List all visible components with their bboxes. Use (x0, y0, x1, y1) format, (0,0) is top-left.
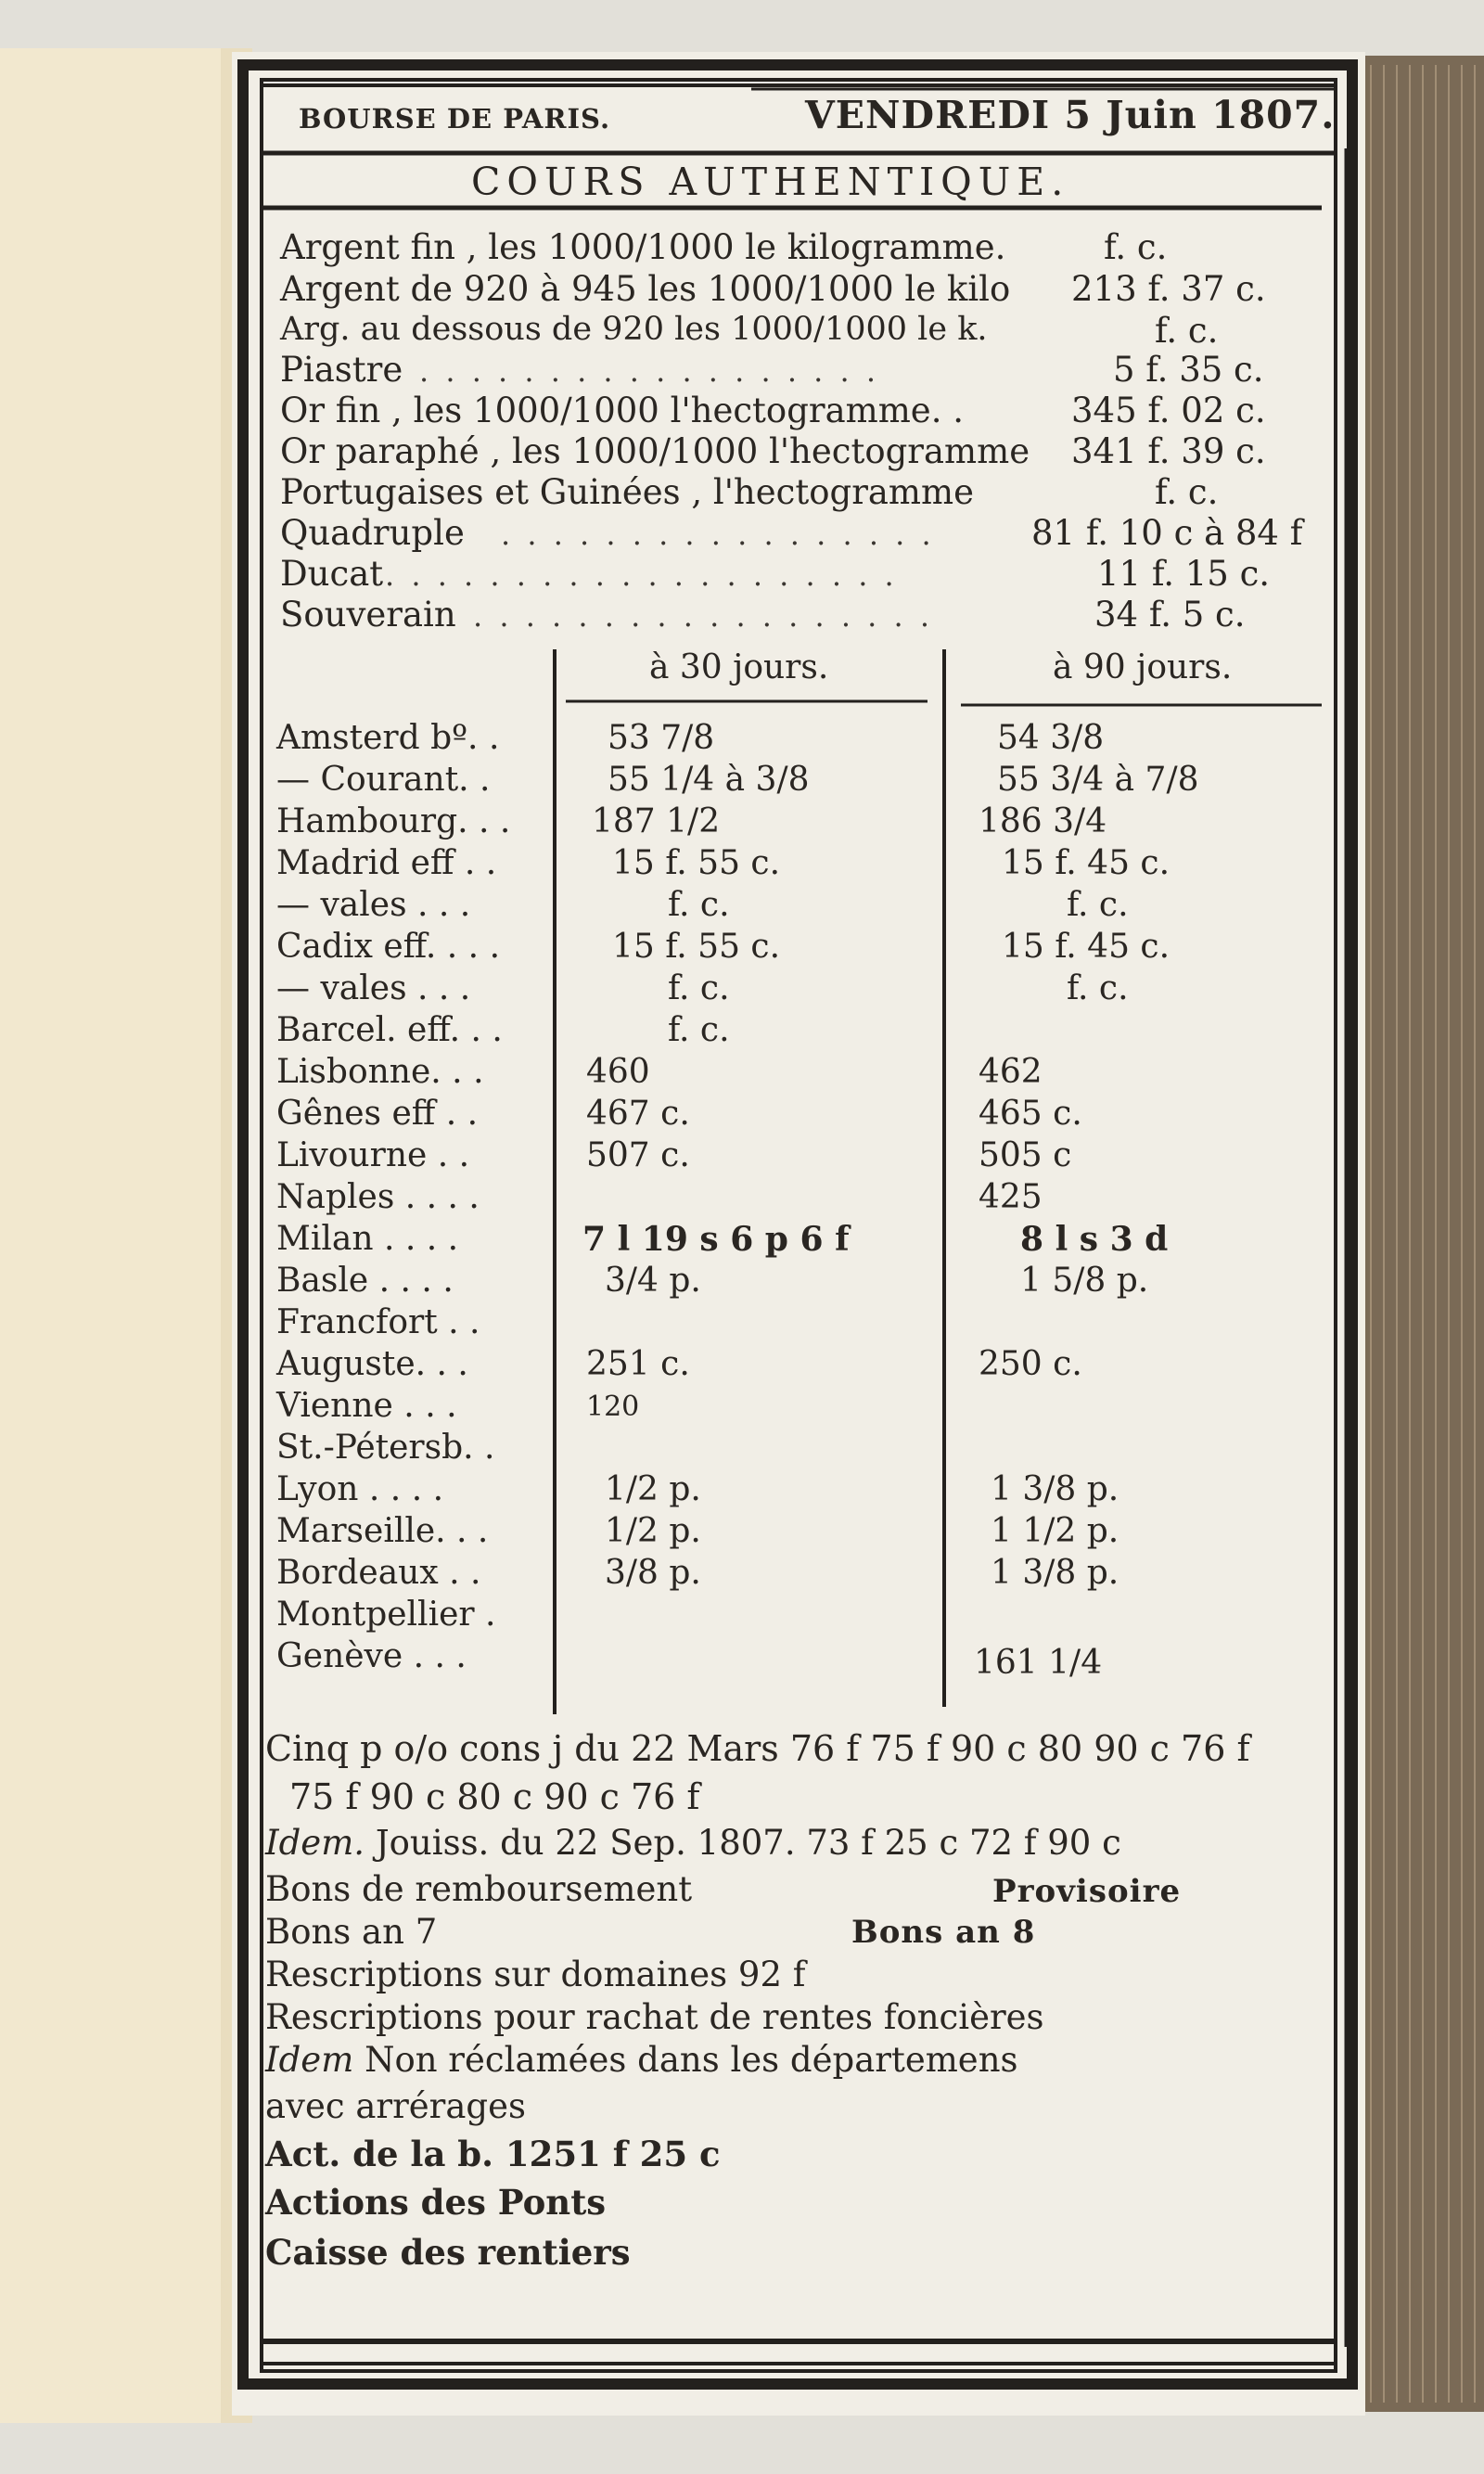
rate-30-days: f. c. (668, 969, 730, 1007)
rescriptions-rachat: Rescriptions pour rachat de rentes foncières (265, 1997, 1044, 2037)
actions-banque: Act. de la b. 1251 f 25 c (265, 2134, 721, 2174)
rate-30-days: 53 7/8 (608, 719, 715, 757)
leader-dots: . . . . . . . . . . . . . . . . . . (473, 598, 934, 634)
city-name: Vienne . . . (276, 1387, 457, 1425)
city-name: Madrid eff . . (276, 844, 497, 882)
rate-90-days: 425 (979, 1178, 1043, 1216)
metal-label: Ducat (280, 554, 384, 594)
rate-90-days: 462 (979, 1053, 1043, 1091)
city-name: Basle . . . . (276, 1262, 454, 1300)
rate-30-days: 7 l 19 s 6 p 6 f (582, 1220, 850, 1259)
rate-90-days: 161 1/4 (974, 1644, 1103, 1682)
rate-30-days: 460 (586, 1053, 650, 1091)
metal-price: 341 f. 39 c. (1071, 431, 1266, 471)
metal-price: 5 f. 35 c. (1113, 350, 1264, 390)
leader-dots: . . . . . . . . . . . . . . . . . . . . (385, 558, 898, 593)
city-name: — vales . . . (276, 969, 471, 1007)
city-name: Hambourg. . . (276, 802, 511, 840)
metal-price: 345 f. 02 c. (1071, 391, 1266, 430)
city-name: Cadix eff. . . . (276, 928, 501, 966)
rate-90-days: f. c. (1067, 886, 1129, 924)
rate-30-days: f. c. (668, 1011, 730, 1049)
city-name: Marseille. . . (276, 1512, 489, 1550)
metal-label: Souverain (280, 595, 456, 635)
rate-90-days: 15 f. 45 c. (1002, 928, 1171, 966)
idem-label: Idem (265, 2040, 354, 2080)
five-percent-line-1: Cinq p o/o cons j du 22 Mars 76 f 75 f 90 c 80 90 c 76 f (265, 1728, 1250, 1769)
metal-label: Argent fin , les 1000/1000 le kilogramme. (280, 227, 1006, 267)
rate-30-days: 3/8 p. (605, 1554, 701, 1592)
idem-text: Jouiss. du 22 Sep. 1807. 73 f 25 c 72 f 90 c (375, 1823, 1121, 1863)
rate-90-days: f. c. (1067, 969, 1129, 1007)
leader-dots: . . . . . . . . . . . . . . . . . . (419, 353, 880, 389)
rate-90-days: 465 c. (979, 1095, 1082, 1133)
metal-label: Arg. au dessous de 920 les 1000/1000 le k. (280, 311, 988, 348)
city-name: Livourne . . (276, 1136, 470, 1174)
five-percent-line-2: 75 f 90 c 80 c 90 c 76 f (289, 1776, 700, 1817)
city-name: Barcel. eff. . . (276, 1011, 503, 1049)
rate-30-days: 15 f. 55 c. (612, 928, 781, 966)
city-name: Lyon . . . . (276, 1470, 444, 1508)
city-name: Amsterd bº. . (276, 719, 500, 757)
rate-30-days: 467 c. (586, 1095, 690, 1133)
avec-arrerages: avec arrérages (265, 2086, 526, 2126)
metal-label: Piastre (280, 350, 403, 390)
rate-90-days: 186 3/4 (979, 802, 1107, 840)
page-title: COURS AUTHENTIQUE. (471, 160, 1070, 204)
metal-label: Portugaises et Guinées , l'hectogramme (280, 472, 975, 512)
city-name: St.-Pétersb. . (276, 1429, 495, 1467)
rate-30-days: 1/2 p. (605, 1512, 701, 1550)
metal-price: 213 f. 37 c. (1071, 269, 1266, 309)
rate-90-days: 1 5/8 p. (1020, 1262, 1149, 1300)
city-name: — Courant. . (276, 761, 491, 799)
rate-90-days: 1 3/8 p. (991, 1470, 1119, 1508)
rate-30-days: 55 1/4 à 3/8 (608, 761, 810, 799)
metal-label: Or paraphé , les 1000/1000 l'hectogramme (280, 431, 1030, 471)
rate-90-days: 8 l s 3 d (1020, 1220, 1169, 1259)
bons-remboursement: Bons de remboursement (265, 1869, 693, 1909)
city-name: Montpellier . (276, 1596, 496, 1634)
idem-label: Idem. (265, 1823, 365, 1863)
bons-an-7: Bons an 7 (265, 1912, 438, 1952)
actions-ponts: Actions des Ponts (265, 2182, 607, 2223)
rate-30-days: 1/2 p. (605, 1470, 701, 1508)
date-heading: VENDREDI 5 Juin 1807. (805, 93, 1336, 137)
metal-price: 34 f. 5 c. (1094, 595, 1246, 635)
rate-30-days: 507 c. (586, 1136, 690, 1174)
city-name: — vales . . . (276, 886, 471, 924)
city-name: Lisbonne. . . (276, 1053, 484, 1091)
city-name: Genève . . . (276, 1637, 467, 1675)
metal-label: Argent de 920 à 945 les 1000/1000 le kilo (280, 269, 1011, 309)
metal-price: 11 f. 15 c. (1097, 554, 1271, 594)
city-name: Gênes eff . . (276, 1095, 479, 1133)
metal-price: f. c. (1155, 472, 1219, 512)
city-name: Naples . . . . (276, 1178, 480, 1216)
provisoire: Provisoire (992, 1873, 1182, 1910)
rate-30-days: 251 c. (586, 1345, 690, 1383)
rate-90-days: 505 c (979, 1136, 1072, 1174)
col-header-30-days: à 30 jours. (649, 648, 829, 686)
rate-90-days: 55 3/4 à 7/8 (997, 761, 1199, 799)
rate-90-days: 1 3/8 p. (991, 1554, 1119, 1592)
rate-30-days: 187 1/2 (592, 802, 721, 840)
rate-90-days: 15 f. 45 c. (1002, 844, 1171, 882)
city-name: Milan . . . . (276, 1220, 459, 1258)
idem-non-reclamees (265, 2040, 1018, 2080)
rate-90-days: 250 c. (979, 1345, 1082, 1383)
rate-90-days: 1 1/2 p. (991, 1512, 1119, 1550)
metal-label: Or fin , les 1000/1000 l'hectogramme. . (280, 391, 964, 430)
bons-an-8: Bons an 8 (851, 1914, 1036, 1951)
idem-text: Non réclamées dans les départemens (365, 2040, 1018, 2080)
exchange-name: BOURSE DE PARIS. (299, 103, 611, 135)
city-name: Francfort . . (276, 1303, 480, 1341)
col-header-90-days: à 90 jours. (1053, 648, 1233, 686)
idem-jouissance (265, 1823, 1121, 1863)
city-name: Auguste. . . (276, 1345, 468, 1383)
rate-90-days: 54 3/8 (997, 719, 1105, 757)
caisse-rentiers: Caisse des rentiers (265, 2232, 631, 2273)
city-name: Bordeaux . . (276, 1554, 481, 1592)
rescriptions-domaines: Rescriptions sur domaines 92 f (265, 1955, 806, 1994)
leader-dots: . . . . . . . . . . . . . . . . . (501, 517, 935, 552)
metal-price: f. c. (1104, 227, 1168, 267)
rate-30-days: 15 f. 55 c. (612, 844, 781, 882)
rate-30-days: 120 (586, 1391, 640, 1423)
rate-30-days: 3/4 p. (605, 1262, 701, 1300)
metal-price: 81 f. 10 c à 84 f (1031, 513, 1303, 553)
rate-30-days: f. c. (668, 886, 730, 924)
metal-price: f. c. (1155, 311, 1219, 351)
metal-label: Quadruple (280, 513, 465, 553)
